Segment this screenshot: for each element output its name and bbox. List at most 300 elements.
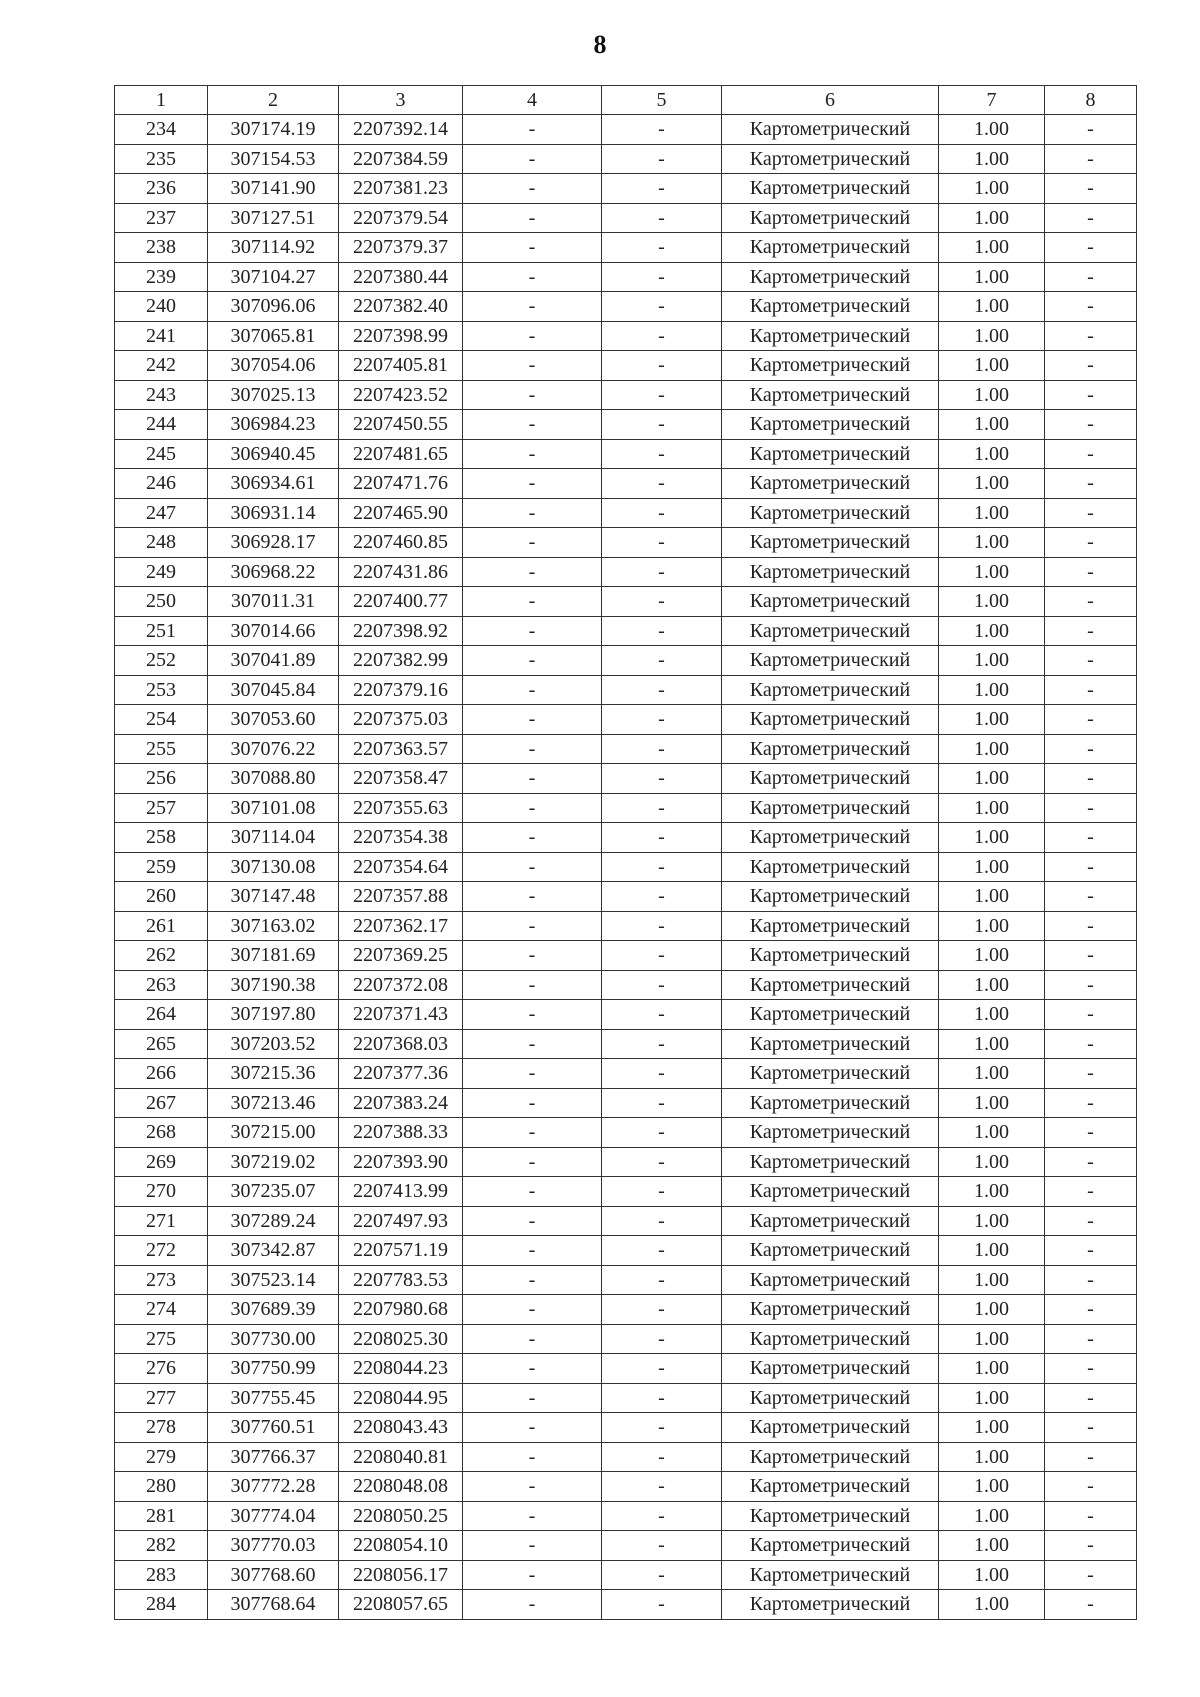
column-header: 8 <box>1045 86 1137 115</box>
x-coordinate-cell: 306940.45 <box>208 439 339 469</box>
col4-cell: - <box>463 1029 602 1059</box>
method-cell: Картометрический <box>722 1147 939 1177</box>
y-coordinate-cell: 2207400.77 <box>339 587 463 617</box>
col5-cell: - <box>602 705 722 735</box>
method-cell: Картометрический <box>722 823 939 853</box>
table-row <box>115 1472 1137 1502</box>
method-cell: Картометрический <box>722 1560 939 1590</box>
col4-cell: - <box>463 1206 602 1236</box>
point-number-cell: 265 <box>115 1029 208 1059</box>
table-row <box>115 1442 1137 1472</box>
table-row <box>115 587 1137 617</box>
col5-cell: - <box>602 1147 722 1177</box>
point-number-cell: 251 <box>115 616 208 646</box>
col8-cell: - <box>1045 469 1137 499</box>
method-cell: Картометрический <box>722 528 939 558</box>
point-number-cell: 240 <box>115 292 208 322</box>
point-number-cell: 257 <box>115 793 208 823</box>
method-cell: Картометрический <box>722 705 939 735</box>
y-coordinate-cell: 2207423.52 <box>339 380 463 410</box>
x-coordinate-cell: 307219.02 <box>208 1147 339 1177</box>
point-number-cell: 275 <box>115 1324 208 1354</box>
x-coordinate-cell: 307766.37 <box>208 1442 339 1472</box>
method-cell: Картометрический <box>722 587 939 617</box>
method-cell: Картометрический <box>722 1029 939 1059</box>
col8-cell: - <box>1045 1295 1137 1325</box>
x-coordinate-cell: 307127.51 <box>208 203 339 233</box>
col8-cell: - <box>1045 1088 1137 1118</box>
col4-cell: - <box>463 852 602 882</box>
y-coordinate-cell: 2208056.17 <box>339 1560 463 1590</box>
method-cell: Картометрический <box>722 174 939 204</box>
x-coordinate-cell: 307104.27 <box>208 262 339 292</box>
y-coordinate-cell: 2208044.95 <box>339 1383 463 1413</box>
x-coordinate-cell: 307045.84 <box>208 675 339 705</box>
col8-cell: - <box>1045 970 1137 1000</box>
col8-cell: - <box>1045 203 1137 233</box>
method-cell: Картометрический <box>722 970 939 1000</box>
method-cell: Картометрический <box>722 734 939 764</box>
method-cell: Картометрический <box>722 115 939 145</box>
accuracy-cell: 1.00 <box>939 646 1045 676</box>
col5-cell: - <box>602 439 722 469</box>
col5-cell: - <box>602 1472 722 1502</box>
col4-cell: - <box>463 616 602 646</box>
col4-cell: - <box>463 1265 602 1295</box>
method-cell: Картометрический <box>722 1324 939 1354</box>
table-row <box>115 970 1137 1000</box>
y-coordinate-cell: 2207354.38 <box>339 823 463 853</box>
accuracy-cell: 1.00 <box>939 174 1045 204</box>
table-row <box>115 1531 1137 1561</box>
col4-cell: - <box>463 705 602 735</box>
point-number-cell: 258 <box>115 823 208 853</box>
table-row <box>115 1413 1137 1443</box>
col5-cell: - <box>602 1324 722 1354</box>
y-coordinate-cell: 2207571.19 <box>339 1236 463 1266</box>
table-row <box>115 852 1137 882</box>
x-coordinate-cell: 307114.92 <box>208 233 339 263</box>
col8-cell: - <box>1045 823 1137 853</box>
col4-cell: - <box>463 1088 602 1118</box>
y-coordinate-cell: 2208048.08 <box>339 1472 463 1502</box>
table-row <box>115 1236 1137 1266</box>
x-coordinate-cell: 307203.52 <box>208 1029 339 1059</box>
col4-cell: - <box>463 203 602 233</box>
col5-cell: - <box>602 1531 722 1561</box>
point-number-cell: 234 <box>115 115 208 145</box>
col5-cell: - <box>602 144 722 174</box>
y-coordinate-cell: 2207377.36 <box>339 1059 463 1089</box>
col4-cell: - <box>463 380 602 410</box>
y-coordinate-cell: 2207363.57 <box>339 734 463 764</box>
col8-cell: - <box>1045 115 1137 145</box>
x-coordinate-cell: 307760.51 <box>208 1413 339 1443</box>
col5-cell: - <box>602 911 722 941</box>
accuracy-cell: 1.00 <box>939 1029 1045 1059</box>
y-coordinate-cell: 2207398.92 <box>339 616 463 646</box>
col4-cell: - <box>463 498 602 528</box>
col5-cell: - <box>602 469 722 499</box>
col5-cell: - <box>602 941 722 971</box>
accuracy-cell: 1.00 <box>939 1442 1045 1472</box>
table-row <box>115 1177 1137 1207</box>
point-number-cell: 264 <box>115 1000 208 1030</box>
table-row <box>115 380 1137 410</box>
coordinates-table <box>114 85 1137 1620</box>
col8-cell: - <box>1045 1000 1137 1030</box>
x-coordinate-cell: 307114.04 <box>208 823 339 853</box>
col4-cell: - <box>463 292 602 322</box>
col8-cell: - <box>1045 646 1137 676</box>
table-row <box>115 911 1137 941</box>
col5-cell: - <box>602 793 722 823</box>
point-number-cell: 269 <box>115 1147 208 1177</box>
col8-cell: - <box>1045 675 1137 705</box>
x-coordinate-cell: 306928.17 <box>208 528 339 558</box>
col8-cell: - <box>1045 852 1137 882</box>
point-number-cell: 249 <box>115 557 208 587</box>
point-number-cell: 256 <box>115 764 208 794</box>
table-row <box>115 1147 1137 1177</box>
point-number-cell: 236 <box>115 174 208 204</box>
table-row <box>115 1206 1137 1236</box>
method-cell: Картометрический <box>722 1088 939 1118</box>
col8-cell: - <box>1045 1472 1137 1502</box>
col4-cell: - <box>463 439 602 469</box>
col5-cell: - <box>602 646 722 676</box>
col5-cell: - <box>602 970 722 1000</box>
x-coordinate-cell: 307025.13 <box>208 380 339 410</box>
table-row <box>115 1088 1137 1118</box>
col5-cell: - <box>602 1206 722 1236</box>
x-coordinate-cell: 306931.14 <box>208 498 339 528</box>
col4-cell: - <box>463 646 602 676</box>
col5-cell: - <box>602 498 722 528</box>
point-number-cell: 259 <box>115 852 208 882</box>
col5-cell: - <box>602 1442 722 1472</box>
method-cell: Картометрический <box>722 469 939 499</box>
accuracy-cell: 1.00 <box>939 1324 1045 1354</box>
point-number-cell: 274 <box>115 1295 208 1325</box>
table-body <box>115 115 1137 1620</box>
y-coordinate-cell: 2207368.03 <box>339 1029 463 1059</box>
accuracy-cell: 1.00 <box>939 1383 1045 1413</box>
col8-cell: - <box>1045 1206 1137 1236</box>
col8-cell: - <box>1045 1236 1137 1266</box>
point-number-cell: 254 <box>115 705 208 735</box>
table-row <box>115 823 1137 853</box>
column-header: 7 <box>939 86 1045 115</box>
col5-cell: - <box>602 1088 722 1118</box>
col8-cell: - <box>1045 1147 1137 1177</box>
table-row <box>115 115 1137 145</box>
method-cell: Картометрический <box>722 1531 939 1561</box>
point-number-cell: 263 <box>115 970 208 1000</box>
x-coordinate-cell: 307130.08 <box>208 852 339 882</box>
x-coordinate-cell: 307181.69 <box>208 941 339 971</box>
col4-cell: - <box>463 115 602 145</box>
method-cell: Картометрический <box>722 439 939 469</box>
table-row <box>115 646 1137 676</box>
col5-cell: - <box>602 616 722 646</box>
table-row <box>115 1265 1137 1295</box>
method-cell: Картометрический <box>722 1177 939 1207</box>
accuracy-cell: 1.00 <box>939 1501 1045 1531</box>
y-coordinate-cell: 2208044.23 <box>339 1354 463 1384</box>
method-cell: Картометрический <box>722 1383 939 1413</box>
point-number-cell: 235 <box>115 144 208 174</box>
col4-cell: - <box>463 144 602 174</box>
y-coordinate-cell: 2207371.43 <box>339 1000 463 1030</box>
point-number-cell: 281 <box>115 1501 208 1531</box>
y-coordinate-cell: 2207384.59 <box>339 144 463 174</box>
method-cell: Картометрический <box>722 1501 939 1531</box>
col8-cell: - <box>1045 1029 1137 1059</box>
col4-cell: - <box>463 410 602 440</box>
y-coordinate-cell: 2207980.68 <box>339 1295 463 1325</box>
col5-cell: - <box>602 528 722 558</box>
col5-cell: - <box>602 380 722 410</box>
table-row <box>115 498 1137 528</box>
point-number-cell: 284 <box>115 1590 208 1620</box>
y-coordinate-cell: 2207450.55 <box>339 410 463 440</box>
accuracy-cell: 1.00 <box>939 823 1045 853</box>
point-number-cell: 270 <box>115 1177 208 1207</box>
col4-cell: - <box>463 675 602 705</box>
col8-cell: - <box>1045 321 1137 351</box>
y-coordinate-cell: 2207357.88 <box>339 882 463 912</box>
point-number-cell: 266 <box>115 1059 208 1089</box>
col4-cell: - <box>463 1354 602 1384</box>
y-coordinate-cell: 2207393.90 <box>339 1147 463 1177</box>
x-coordinate-cell: 307774.04 <box>208 1501 339 1531</box>
col4-cell: - <box>463 793 602 823</box>
x-coordinate-cell: 307154.53 <box>208 144 339 174</box>
table-row <box>115 528 1137 558</box>
x-coordinate-cell: 307054.06 <box>208 351 339 381</box>
col4-cell: - <box>463 1383 602 1413</box>
col5-cell: - <box>602 764 722 794</box>
table-row <box>115 734 1137 764</box>
col5-cell: - <box>602 1177 722 1207</box>
accuracy-cell: 1.00 <box>939 1413 1045 1443</box>
col5-cell: - <box>602 882 722 912</box>
col4-cell: - <box>463 1295 602 1325</box>
point-number-cell: 260 <box>115 882 208 912</box>
col4-cell: - <box>463 1236 602 1266</box>
point-number-cell: 248 <box>115 528 208 558</box>
accuracy-cell: 1.00 <box>939 1147 1045 1177</box>
method-cell: Картометрический <box>722 1236 939 1266</box>
point-number-cell: 241 <box>115 321 208 351</box>
col4-cell: - <box>463 1413 602 1443</box>
col8-cell: - <box>1045 764 1137 794</box>
y-coordinate-cell: 2207372.08 <box>339 970 463 1000</box>
accuracy-cell: 1.00 <box>939 793 1045 823</box>
col4-cell: - <box>463 882 602 912</box>
col4-cell: - <box>463 823 602 853</box>
col5-cell: - <box>602 1560 722 1590</box>
y-coordinate-cell: 2207398.99 <box>339 321 463 351</box>
accuracy-cell: 1.00 <box>939 1295 1045 1325</box>
col8-cell: - <box>1045 1059 1137 1089</box>
method-cell: Картометрический <box>722 203 939 233</box>
table-row <box>115 1059 1137 1089</box>
table-row <box>115 793 1137 823</box>
method-cell: Картометрический <box>722 941 939 971</box>
col4-cell: - <box>463 970 602 1000</box>
col5-cell: - <box>602 675 722 705</box>
column-header: 6 <box>722 86 939 115</box>
col8-cell: - <box>1045 557 1137 587</box>
y-coordinate-cell: 2207431.86 <box>339 557 463 587</box>
method-cell: Картометрический <box>722 911 939 941</box>
x-coordinate-cell: 307342.87 <box>208 1236 339 1266</box>
column-header: 4 <box>463 86 602 115</box>
y-coordinate-cell: 2207392.14 <box>339 115 463 145</box>
accuracy-cell: 1.00 <box>939 528 1045 558</box>
x-coordinate-cell: 307235.07 <box>208 1177 339 1207</box>
method-cell: Картометрический <box>722 144 939 174</box>
point-number-cell: 246 <box>115 469 208 499</box>
point-number-cell: 243 <box>115 380 208 410</box>
method-cell: Картометрический <box>722 498 939 528</box>
y-coordinate-cell: 2207481.65 <box>339 439 463 469</box>
accuracy-cell: 1.00 <box>939 587 1045 617</box>
accuracy-cell: 1.00 <box>939 1236 1045 1266</box>
table-row <box>115 675 1137 705</box>
point-number-cell: 237 <box>115 203 208 233</box>
col5-cell: - <box>602 233 722 263</box>
col4-cell: - <box>463 1472 602 1502</box>
x-coordinate-cell: 307096.06 <box>208 292 339 322</box>
col5-cell: - <box>602 174 722 204</box>
accuracy-cell: 1.00 <box>939 616 1045 646</box>
x-coordinate-cell: 307213.46 <box>208 1088 339 1118</box>
table-row <box>115 705 1137 735</box>
y-coordinate-cell: 2208025.30 <box>339 1324 463 1354</box>
table-row <box>115 1324 1137 1354</box>
col4-cell: - <box>463 1177 602 1207</box>
table-row <box>115 321 1137 351</box>
y-coordinate-cell: 2208043.43 <box>339 1413 463 1443</box>
y-coordinate-cell: 2207379.16 <box>339 675 463 705</box>
col4-cell: - <box>463 1324 602 1354</box>
col8-cell: - <box>1045 528 1137 558</box>
y-coordinate-cell: 2207413.99 <box>339 1177 463 1207</box>
col4-cell: - <box>463 587 602 617</box>
col4-cell: - <box>463 1590 602 1620</box>
x-coordinate-cell: 307053.60 <box>208 705 339 735</box>
table-row <box>115 941 1137 971</box>
table-row <box>115 1354 1137 1384</box>
table-row <box>115 1295 1137 1325</box>
col4-cell: - <box>463 351 602 381</box>
col8-cell: - <box>1045 734 1137 764</box>
col5-cell: - <box>602 262 722 292</box>
col8-cell: - <box>1045 410 1137 440</box>
table-row <box>115 764 1137 794</box>
table-row <box>115 262 1137 292</box>
col5-cell: - <box>602 1354 722 1384</box>
accuracy-cell: 1.00 <box>939 1265 1045 1295</box>
col8-cell: - <box>1045 292 1137 322</box>
x-coordinate-cell: 307197.80 <box>208 1000 339 1030</box>
x-coordinate-cell: 306984.23 <box>208 410 339 440</box>
x-coordinate-cell: 307215.36 <box>208 1059 339 1089</box>
col8-cell: - <box>1045 1560 1137 1590</box>
accuracy-cell: 1.00 <box>939 1088 1045 1118</box>
point-number-cell: 262 <box>115 941 208 971</box>
column-header: 2 <box>208 86 339 115</box>
method-cell: Картометрический <box>722 1413 939 1443</box>
col5-cell: - <box>602 203 722 233</box>
col5-cell: - <box>602 1501 722 1531</box>
method-cell: Картометрический <box>722 321 939 351</box>
y-coordinate-cell: 2207388.33 <box>339 1118 463 1148</box>
accuracy-cell: 1.00 <box>939 380 1045 410</box>
table-row <box>115 557 1137 587</box>
col8-cell: - <box>1045 174 1137 204</box>
accuracy-cell: 1.00 <box>939 233 1045 263</box>
x-coordinate-cell: 307215.00 <box>208 1118 339 1148</box>
table-row <box>115 1590 1137 1620</box>
method-cell: Картометрический <box>722 1472 939 1502</box>
col4-cell: - <box>463 528 602 558</box>
point-number-cell: 271 <box>115 1206 208 1236</box>
accuracy-cell: 1.00 <box>939 911 1045 941</box>
y-coordinate-cell: 2207382.40 <box>339 292 463 322</box>
x-coordinate-cell: 306968.22 <box>208 557 339 587</box>
table-row <box>115 1501 1137 1531</box>
y-coordinate-cell: 2207405.81 <box>339 351 463 381</box>
table-row <box>115 469 1137 499</box>
point-number-cell: 267 <box>115 1088 208 1118</box>
x-coordinate-cell: 307147.48 <box>208 882 339 912</box>
accuracy-cell: 1.00 <box>939 1059 1045 1089</box>
col8-cell: - <box>1045 380 1137 410</box>
col8-cell: - <box>1045 498 1137 528</box>
col8-cell: - <box>1045 616 1137 646</box>
method-cell: Картометрический <box>722 262 939 292</box>
accuracy-cell: 1.00 <box>939 734 1045 764</box>
col4-cell: - <box>463 321 602 351</box>
col8-cell: - <box>1045 1590 1137 1620</box>
x-coordinate-cell: 307174.19 <box>208 115 339 145</box>
accuracy-cell: 1.00 <box>939 115 1045 145</box>
y-coordinate-cell: 2207471.76 <box>339 469 463 499</box>
col8-cell: - <box>1045 911 1137 941</box>
col8-cell: - <box>1045 1118 1137 1148</box>
col8-cell: - <box>1045 705 1137 735</box>
x-coordinate-cell: 307065.81 <box>208 321 339 351</box>
method-cell: Картометрический <box>722 557 939 587</box>
y-coordinate-cell: 2207379.54 <box>339 203 463 233</box>
method-cell: Картометрический <box>722 1295 939 1325</box>
col4-cell: - <box>463 1118 602 1148</box>
point-number-cell: 276 <box>115 1354 208 1384</box>
method-cell: Картометрический <box>722 233 939 263</box>
y-coordinate-cell: 2207375.03 <box>339 705 463 735</box>
accuracy-cell: 1.00 <box>939 941 1045 971</box>
y-coordinate-cell: 2208040.81 <box>339 1442 463 1472</box>
accuracy-cell: 1.00 <box>939 1177 1045 1207</box>
method-cell: Картометрический <box>722 1059 939 1089</box>
accuracy-cell: 1.00 <box>939 351 1045 381</box>
col5-cell: - <box>602 321 722 351</box>
col5-cell: - <box>602 823 722 853</box>
